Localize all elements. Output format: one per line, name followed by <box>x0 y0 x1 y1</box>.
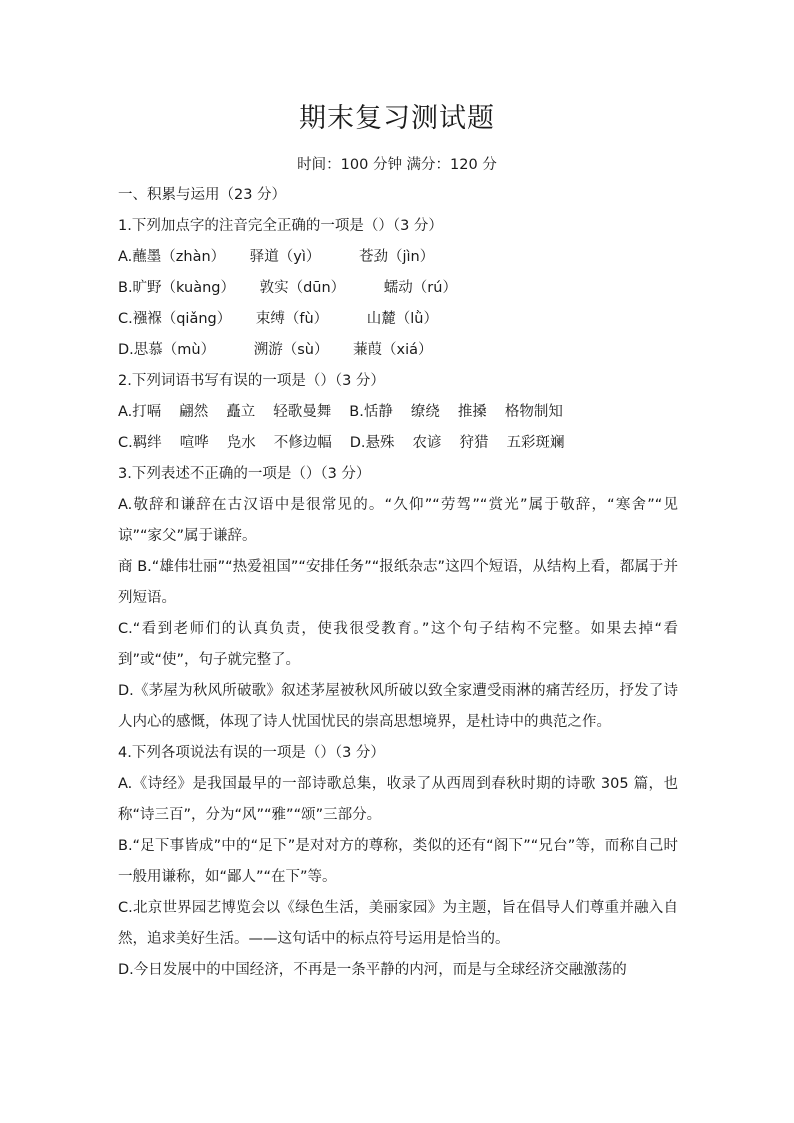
option-word: 喧哗 <box>179 435 209 451</box>
question-3-option-c: C.“看到老师们的认真负责，使我很受教育。”这个句子结构不完整。如果去掉“看到”或“使”，句子就完整了。 <box>118 621 678 668</box>
question-1-option-d <box>118 335 678 366</box>
question-1-option-a <box>118 242 678 273</box>
question-3-option-d: D.《茅屋为秋风所破歌》叙述茅屋被秋风所破以致全家遭受雨淋的痛苦经历，抒发了诗人内心的感慨，体现了诗人忧国忧民的崇高思想境界，是杜诗中的典范之作。 <box>118 683 678 730</box>
question-4-stem: 4.下列各项说法有误的一项是（）（3 分） <box>118 745 385 761</box>
section-heading: 一、积累与运用（23 分） <box>118 187 287 203</box>
question-4-option-c: C.北京世界园艺博览会以《绿色生活，美丽家园》为主题，旨在倡导人们尊重并融入自然，追求美好生活。——这句话中的标点符号运用是恰当的。 <box>118 900 678 947</box>
option-text: 山麓（lǜ） <box>366 311 438 327</box>
question-1-option-c <box>118 304 678 335</box>
exam-info: 时间：100 分钟 满分：120 分 <box>297 157 497 173</box>
option-word: 翩然 <box>179 404 209 420</box>
question-4-option-d: D.今日发展中的中国经济，不再是一条平静的内河，而是与全球经济交融激荡的 <box>118 962 627 978</box>
option-word: 缭绕 <box>410 404 440 420</box>
option-word: 凫水 <box>226 435 256 451</box>
option-word: 格物制知 <box>504 404 563 420</box>
question-3-option-b: 商 B.“雄伟壮丽”“热爱祖国”“安排任务”“报纸杂志”这四个短语，从结构上看，都属于并列短语。 <box>118 559 678 606</box>
option-text: 驿道（yì） <box>249 249 321 265</box>
question-4-option-a: A.《诗经》是我国最早的一部诗歌总集，收录了从西周到春秋时期的诗歌 305 篇，也称“诗三百”，分为“风”“雅”“颂”三部分。 <box>118 776 678 823</box>
option-word: 轻歌曼舞 <box>273 404 332 420</box>
option-word: 矗立 <box>226 404 256 420</box>
option-word: 五彩斑斓 <box>506 435 565 451</box>
option-text: 苍劲（jìn） <box>358 249 435 265</box>
option-text: A.蘸墨（zhàn） <box>118 249 226 265</box>
option-text: 束缚（fù） <box>255 311 329 327</box>
option-text: B.旷野（kuàng） <box>118 280 235 296</box>
option-text: 敦实（dūn） <box>259 280 346 296</box>
question-1-option-b <box>118 273 678 304</box>
option-text: 蒹葭（xiá） <box>353 342 433 358</box>
option-word: C.羁绊 <box>118 435 162 451</box>
question-1-stem: 1.下列加点字的注音完全正确的一项是（）（3 分） <box>118 218 443 234</box>
option-word: 不修边幅 <box>273 435 332 451</box>
option-word: 推搡 <box>457 404 487 420</box>
question-3-option-a: A.敬辞和谦辞在古汉语中是很常见的。“久仰”“劳驾”“赏光”属于敬辞，“寒舍”“见谅”“家父”属于谦辞。 <box>118 497 678 544</box>
option-word: D.悬殊 <box>349 435 395 451</box>
option-word: A.打嗝 <box>118 404 162 420</box>
option-text: D.思慕（mù） <box>118 342 216 358</box>
option-text: C.襁褓（qiǎng） <box>118 311 232 327</box>
option-text: 溯游（sù） <box>253 342 329 358</box>
option-word: 狩猎 <box>459 435 489 451</box>
question-2-stem: 2.下列词语书写有误的一项是（）（3 分） <box>118 373 385 389</box>
option-word: B.恬静 <box>349 404 393 420</box>
page-title: 期末复习测试题 <box>299 103 495 134</box>
question-3-stem: 3.下列表述不正确的一项是（）（3 分） <box>118 466 371 482</box>
exam-content <box>118 180 678 986</box>
option-text: 蠕动（rú） <box>383 280 457 296</box>
question-2-options-cd <box>118 428 678 459</box>
question-4-option-b: B.“足下事皆成”中的“足下”是对对方的尊称，类似的还有“阁下”“兄台”等，而称自己时一般用谦称，如“鄙人”“在下”等。 <box>118 838 678 885</box>
question-2-options-ab <box>118 397 678 428</box>
option-word: 农谚 <box>412 435 442 451</box>
